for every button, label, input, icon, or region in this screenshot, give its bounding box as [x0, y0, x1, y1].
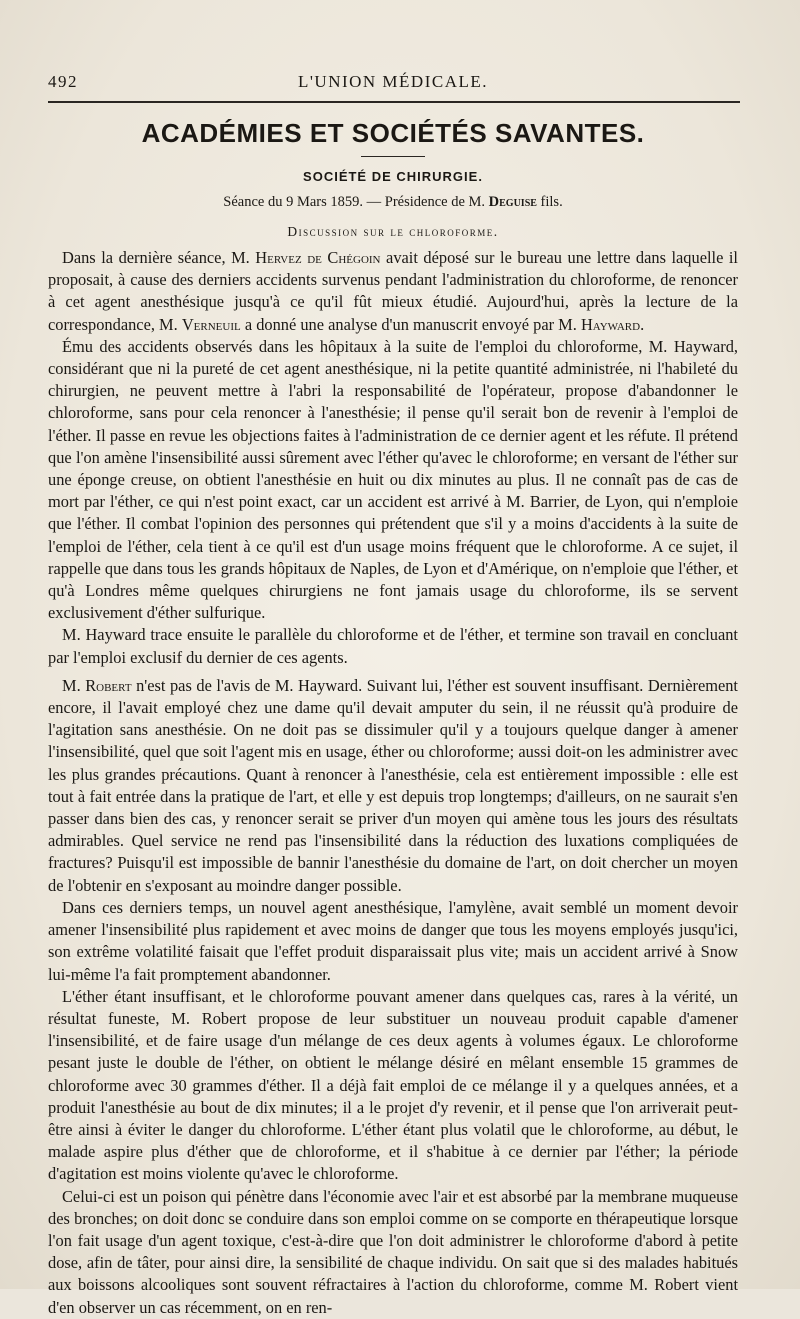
- paragraph-text: avait déposé sur le bureau une lettre dans laquelle il proposait, à cause des derniers accidents survenus pendant l'administration du chloroforme, de renoncer à cet agent anesthésique jusqu'à ce qu'il fût mieux étudié. Aujourd'hui, après la lecture de la correspondance, M.: [48, 248, 738, 334]
- paragraph: Celui-ci est un poison qui pénètre dans l'économie avec l'air et est absorbé par la membrane muqueuse des bronches; on doit donc se conduire dans son emploi comme on se comporte en thérapeutique lorsque l'on fait usage d'un agent toxique, c'est-à-dire que l'on doit administrer le chloroforme d'abord à petite dose, afin de tâter, pour ainsi dire, la sensibilité de chaque individu. On sait que si des malades habitués aux boissons alcooliques sont souvent réfractaires à l'action du chloroforme, comme M. Robert vient d'en observer un cas récemment, on en ren-: [48, 1186, 738, 1317]
- president-suffix: fils.: [540, 194, 563, 210]
- discussion-title: Discussion sur le chloroforme.: [287, 224, 499, 239]
- paragraph: L'éther étant insuffisant, et le chloroforme pouvant amener dans quelques cas, rares à la vérité, un résultat funeste, M. Robert propose de leur substituer un nouveau produit capable d'amener l'insensibilité, et de faire usage d'un mélange de ces deux agents à volumes égaux. Le chloroforme pesant juste le double de l'éther, on obtient le mélange désiré en mêlant ensemble 15 grammes de chloroforme avec 30 grammes d'éther. Il a déjà fait emploi de ce mélange il y a quelques années, et a produit l'anesthésie au bout de dix minutes; il a le projet d'y revenir, et il pense que l'on arriverait peut-être ainsi à éviter le danger du chloroforme. L'éther étant plus volatil que le chloroforme, au début, le malade aspire plus d'éther que de chloroforme, et il s'habitue à ce dernier par l'éther; la période d'agitation est moins violente qu'avec le chloroforme.: [48, 986, 738, 1184]
- journal-title: L'UNION MÉDICALE.: [297, 72, 489, 91]
- paragraph-text: Dans la dernière séance, M.: [62, 248, 250, 267]
- page-number: 492: [48, 72, 78, 91]
- person-name: Hervez de Chégoin: [255, 248, 381, 267]
- header-rule: [48, 101, 740, 103]
- paragraph-text: n'est pas de l'avis de M. Hayward. Suivant lui, l'éther est souvent insuffisant. Dernièrement encore, il l'avait employé chez une dame qu'il devait amputer du sein, il ne réussit qu'à produire de l'agitation sans anesthésie. On ne doit pas se dissimuler qu'il y a toujours quelque danger à amener l'insensibilité, quel que soit l'agent mis en usage, éther ou chloroforme; aussi doit-on les administrer avec les plus grandes précautions. Quant à renoncer à l'anesthésie, cela est entièrement impossible : elle est tout à fait entrée dans la pratique de l'art, et elle y est depuis trop longtemps; d'ailleurs, on ne saurait s'en passer dans bien des cas, y renoncer serait se priver d'un moyen qui amène tous les jours des résultats admirables. Quel service ne rend pas l'insensibilité dans la réduction des luxations compliquées de fractures? Puisqu'il est impossible de bannir l'anesthésie du domaine de l'art, on doit chercher un moyen de l'obtenir en s'exposant au moindre danger possible.: [48, 675, 738, 895]
- paragraph-text: M.: [62, 675, 81, 695]
- article-body: [48, 247, 738, 1319]
- seance-line: [48, 191, 738, 213]
- article: [48, 116, 738, 1319]
- title-divider: [361, 156, 425, 157]
- person-name: Hayward.: [580, 314, 645, 334]
- paragraph: Ému des accidents observés dans les hôpitaux à la suite de l'emploi du chloroforme, M. Hayward, considérant que ni la pureté de cet agent anesthésique, ni la petite quantité administrée, ni l'habileté du chirurgien, ne peuvent mettre à l'abri la responsabilité de l'opérateur, propose d'abandonner le chloroforme, sans pour cela renoncer à l'anesthésie; il pense qu'il serait bon de revenir à l'emploi de l'éther. Il passe en revue les objections faites à l'administration de ce dernier agent et les réfute. Il prétend que l'on amène l'insensibilité aussi sûrement avec l'éther qu'avec le chloroforme; en versant de l'éther sur une éponge creuse, on obtient l'anesthésie en huit ou dix minutes au plus. Il ne connaît pas de cas de mort par l'éther, ce qui n'est point exact, car un accident est arrivé à M. Barrier, de Lyon, qui n'emploie que l'éther. Il combat l'opinion des personnes qui prétendent que s'il y a moins d'accidents à la suite de l'emploi de l'éther, cela tient à ce qu'il est d'un usage moins fréquent que le chloroforme. A ce sujet, il rappelle que dans tous les grands hôpitaux de Naples, de Lyon et d'Amérique, on n'emploie que l'éther, et qu'à Londres même quelques chirurgiens ne font jamais usage du chloroforme, ils se servent exclusivement d'éther sulfurique.: [48, 336, 738, 623]
- person-name: Robert: [85, 675, 132, 695]
- society-name: SOCIÉTÉ DE CHIRURGIE.: [303, 169, 483, 184]
- section-title: ACADÉMIES ET SOCIÉTÉS SAVANTES.: [141, 118, 645, 148]
- paragraph: M. Hayward trace ensuite le parallèle du chloroforme et de l'éther, et termine son travail en concluant par l'emploi exclusif du dernier de ces agents.: [48, 625, 738, 667]
- running-head: [48, 72, 738, 98]
- paragraph: [48, 675, 738, 897]
- paragraph: [48, 247, 738, 336]
- paragraph: Dans ces derniers temps, un nouvel agent anesthésique, l'amylène, avait semblé un moment devoir amener l'insensibilité plus rapidement et avec moins de danger que tous les moyens employés jusqu'ici, son extrême volatilité faisait que l'effet produit disparaissait plus vite; mais un accident arrivé à Snow lui-même l'a fait promptement abandonner.: [48, 897, 738, 984]
- seance-date: Séance du 9 Mars 1859. — Présidence de M.: [223, 194, 486, 210]
- president-name: Deguise: [488, 194, 537, 210]
- paragraph-text: a donné une analyse d'un manuscrit envoyé par M.: [244, 314, 577, 334]
- person-name: Verneuil: [181, 314, 241, 334]
